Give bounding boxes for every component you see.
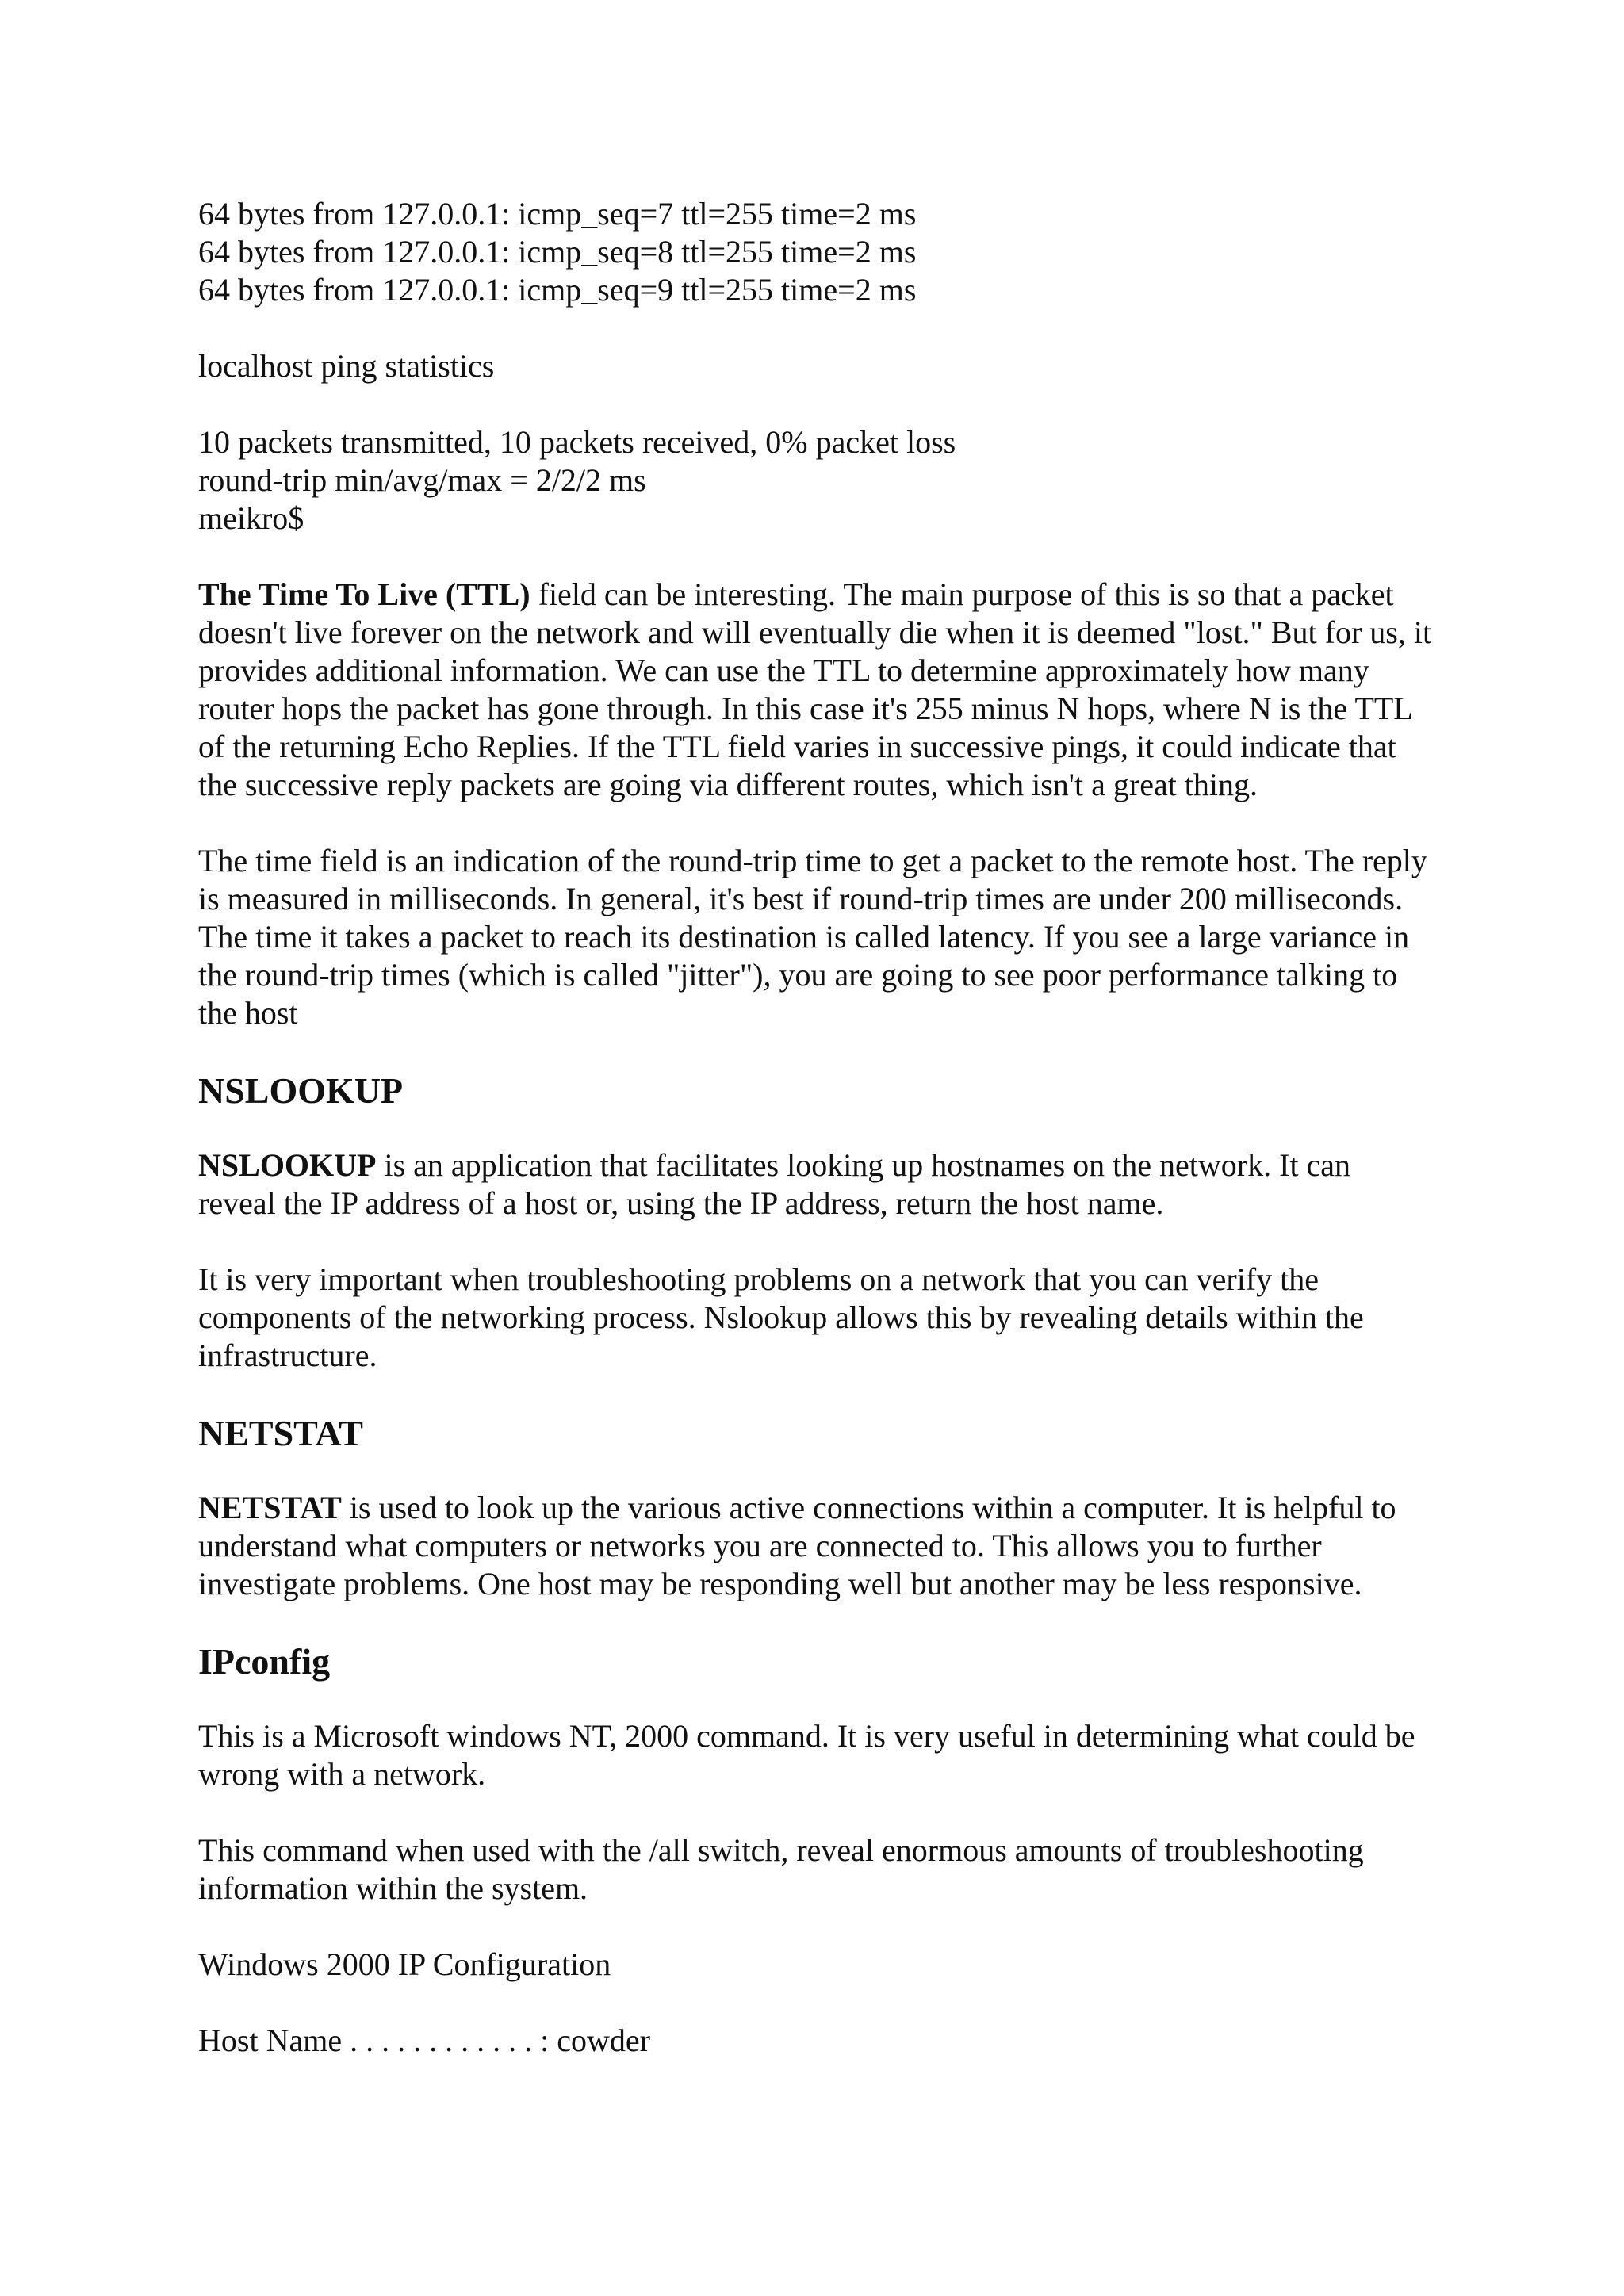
ipconfig-config-title: Windows 2000 IP Configuration xyxy=(198,1946,611,1982)
ipconfig-host-name-line: Host Name . . . . . . . . . . . . : cowder xyxy=(198,2022,650,2058)
nslookup-paragraph-2: It is very important when troubleshooting problems on a network that you can verify the components of the networking process. Nslookup allows this by revealing details within the infrastructure. xyxy=(198,1261,1364,1373)
ping-reply-line: 64 bytes from 127.0.0.1: icmp_seq=8 ttl=255 time=2 ms xyxy=(198,234,917,270)
netstat-term: NETSTAT xyxy=(198,1490,342,1525)
document-page xyxy=(198,195,1435,2098)
shell-prompt: meikro$ xyxy=(198,500,304,536)
ping-stats-line: 10 packets transmitted, 10 packets received, 0% packet loss xyxy=(198,424,956,460)
ping-stats-title: localhost ping statistics xyxy=(198,348,495,384)
ipconfig-paragraph-2: This command when used with the /all switch, reveal enormous amounts of troubleshooting information within the system. xyxy=(198,1832,1364,1906)
nslookup-paragraph-1 xyxy=(198,1146,1435,1223)
ping-reply-line: 64 bytes from 127.0.0.1: icmp_seq=7 ttl=255 time=2 ms xyxy=(198,196,917,232)
ipconfig-paragraph-1: This is a Microsoft windows NT, 2000 command. It is very useful in determining what could be wrong with a network. xyxy=(198,1718,1415,1792)
ttl-term: The Time To Live (TTL) xyxy=(198,576,530,612)
netstat-heading: NETSTAT xyxy=(198,1413,363,1453)
ipconfig-heading: IPconfig xyxy=(198,1641,331,1682)
time-paragraph: The time field is an indication of the round-trip time to get a packet to the remote host. The reply is measured in milliseconds. In general, it's best if round-trip times are under 200 milliseconds. The time it takes a packet to reach its destination is called latency. If you see a large variance in the round-trip times (which is called "jitter"), you are going to see poor performance talking to the host xyxy=(198,843,1427,1031)
netstat-paragraph xyxy=(198,1489,1435,1603)
ping-stats-line: round-trip min/avg/max = 2/2/2 ms xyxy=(198,462,646,498)
ping-stats-lines xyxy=(198,423,1435,538)
ping-reply-line: 64 bytes from 127.0.0.1: icmp_seq=9 ttl=255 time=2 ms xyxy=(198,272,917,308)
ping-output-lines xyxy=(198,195,1435,309)
netstat-paragraph-text: is used to look up the various active connections within a computer. It is helpful to understand what computers or networks you are connected to. This allows you to further investigate problems. One host may be responding well but another may be less responsive. xyxy=(198,1490,1396,1601)
nslookup-heading: NSLOOKUP xyxy=(198,1070,404,1111)
ttl-paragraph xyxy=(198,576,1435,804)
nslookup-term: NSLOOKUP xyxy=(198,1147,377,1183)
nslookup-paragraph-1-text: is an application that facilitates looking up hostnames on the network. It can reveal the IP address of a host or, using the IP address, return the host name. xyxy=(198,1147,1351,1221)
ttl-paragraph-text: field can be interesting. The main purpose of this is so that a packet doesn't live forever on the network and will eventually die when it is deemed "lost." But for us, it provides additional information. We can use the TTL to determine approximately how many router hops the packet has gone through. In this case it's 255 minus N hops, where N is the TTL of the returning Echo Replies. If the TTL field varies in successive pings, it could indicate that the successive reply packets are going via different routes, which isn't a great thing. xyxy=(198,576,1432,802)
